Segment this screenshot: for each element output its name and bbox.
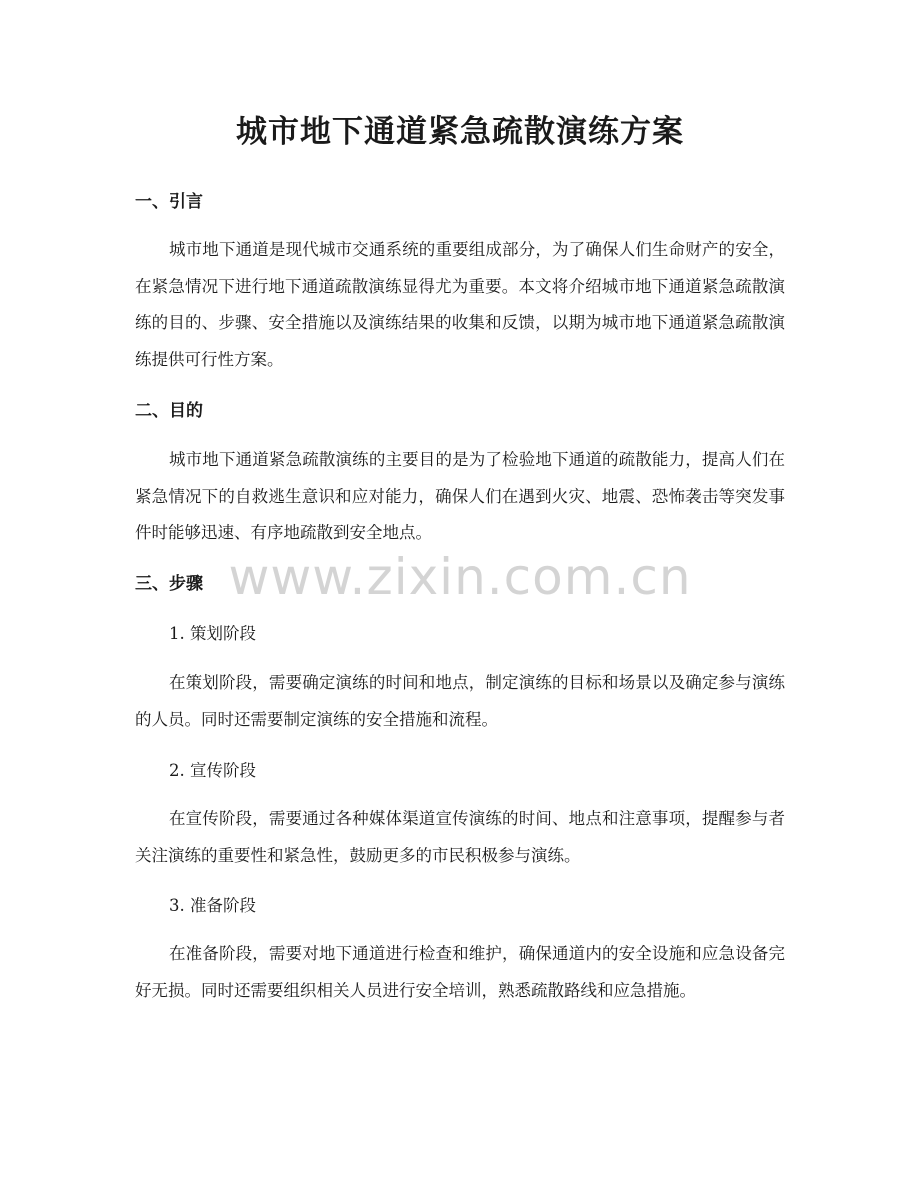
step-label-planning: 1. 策划阶段 — [169, 624, 256, 643]
paragraph-preparation: 在准备阶段，需要对地下通道进行检查和维护，确保通道内的安全设施和应急设备完好无损。同时还需要组织相关人员进行安全培训，熟悉疏散路线和应急措施。 — [135, 944, 785, 1000]
watermark: www.zixin.com.cn — [228, 548, 692, 606]
paragraph-publicity: 在宣传阶段，需要通过各种媒体渠道宣传演练的时间、地点和注意事项，提醒参与者关注演练的重要性和紧急性，鼓励更多的市民积极参与演练。 — [135, 809, 785, 865]
step-label-preparation: 3. 准备阶段 — [169, 896, 256, 915]
paragraph-intro: 城市地下通道是现代城市交通系统的重要组成部分，为了确保人们生命财产的安全，在紧急情况下进行地下通道疏散演练显得尤为重要。本文将介绍城市地下通道紧急疏散演练的目的、步骤、安全措施以及演练结果的收集和反馈，以期为城市地下通道紧急疏散演练提供可行性方案。 — [135, 240, 785, 369]
section-heading-purpose: 二、目的 — [135, 401, 203, 421]
paragraph-purpose: 城市地下通道紧急疏散演练的主要目的是为了检验地下通道的疏散能力，提高人们在紧急情况下的自救逃生意识和应对能力，确保人们在遇到火灾、地震、恐怖袭击等突发事件时能够迅速、有序地疏散到安全地点。 — [135, 450, 785, 542]
section-heading-intro: 一、引言 — [135, 192, 203, 212]
paragraph-planning: 在策划阶段，需要确定演练的时间和地点，制定演练的目标和场景以及确定参与演练的人员。同时还需要制定演练的安全措施和流程。 — [135, 673, 785, 729]
section-heading-steps: 三、步骤 — [135, 574, 203, 594]
document-title: 城市地下通道紧急疏散演练方案 — [236, 114, 684, 150]
step-label-publicity: 2. 宣传阶段 — [169, 761, 256, 780]
